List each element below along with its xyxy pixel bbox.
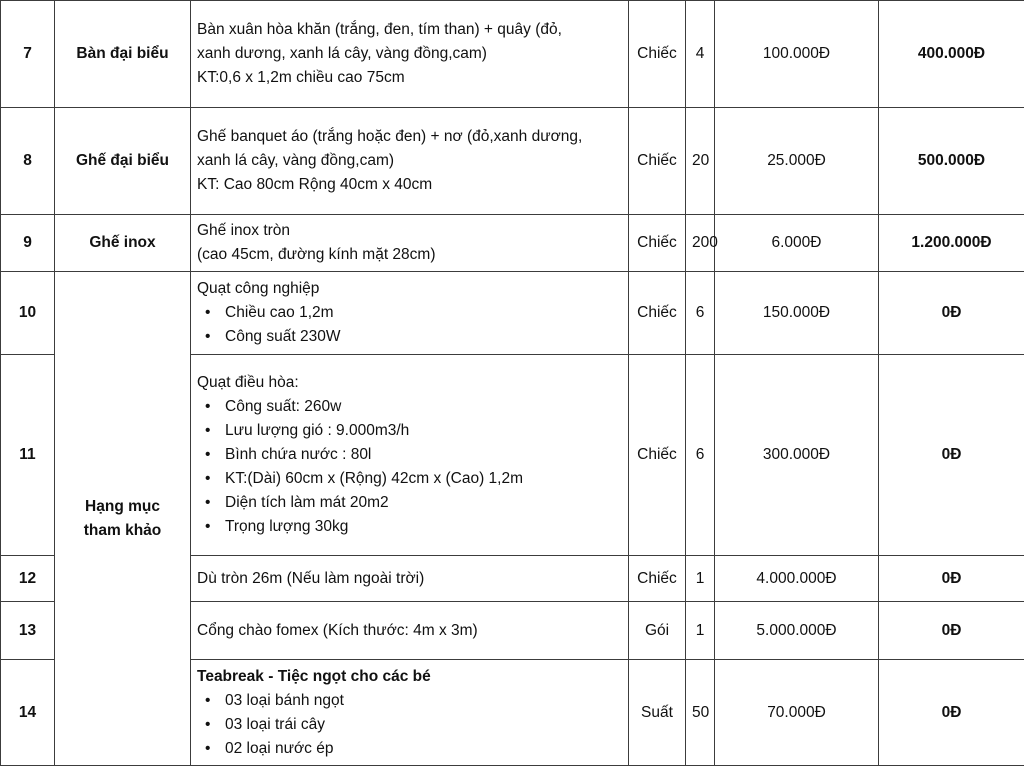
row-number: 13 [1, 602, 55, 660]
description-line: Ghế inox tròn [197, 219, 622, 243]
line-total: 0Đ [879, 272, 1024, 355]
bullet-icon: • [205, 325, 225, 349]
description-line: xanh lá cây, vàng đồng,cam) [197, 149, 622, 173]
row-number: 14 [1, 660, 55, 766]
item-description [191, 108, 629, 215]
unit-price: 4.000.000Đ [715, 556, 879, 602]
quantity: 50 [686, 660, 715, 766]
bullet-item [197, 301, 622, 325]
quantity: 4 [686, 1, 715, 108]
bullet-item [197, 395, 622, 419]
quantity: 6 [686, 272, 715, 355]
unit: Chiếc [629, 215, 686, 272]
unit: Gói [629, 602, 686, 660]
unit: Chiếc [629, 108, 686, 215]
line-total: 0Đ [879, 660, 1024, 766]
bullet-icon: • [205, 737, 225, 761]
description-line: KT: Cao 80cm Rộng 40cm x 40cm [197, 173, 622, 197]
bullet-item [197, 443, 622, 467]
group-label [55, 272, 191, 766]
quantity: 1 [686, 556, 715, 602]
item-name: Bàn đại biểu [55, 1, 191, 108]
bullet-icon: • [205, 713, 225, 737]
description-line: xanh dương, xanh lá cây, vàng đồng,cam) [197, 42, 622, 66]
unit: Suất [629, 660, 686, 766]
item-description [191, 1, 629, 108]
bullet-icon: • [205, 491, 225, 515]
description-line: Bàn xuân hòa khăn (trắng, đen, tím than) + quây (đỏ, [197, 18, 622, 42]
unit: Chiếc [629, 272, 686, 355]
bullet-icon: • [205, 467, 225, 491]
bullet-text: Chiều cao 1,2m [225, 304, 334, 321]
description-line: Cổng chào fomex (Kích thước: 4m x 3m) [197, 619, 622, 643]
bullet-text: Trọng lượng 30kg [225, 518, 348, 535]
description-title: Quạt điều hòa: [197, 371, 622, 395]
description-line: Ghế banquet áo (trắng hoặc đen) + nơ (đỏ,xanh dương, [197, 125, 622, 149]
row-number: 11 [1, 355, 55, 556]
table-row [1, 215, 1024, 272]
description-line: (cao 45cm, đường kính mặt 28cm) [197, 243, 622, 267]
line-total: 400.000Đ [879, 1, 1024, 108]
bullet-text: 03 loại trái cây [225, 716, 325, 733]
table-row [1, 108, 1024, 215]
bullet-text: Bình chứa nước : 80l [225, 446, 371, 463]
bullet-icon: • [205, 395, 225, 419]
bullet-text: Công suất: 260w [225, 398, 341, 415]
group-label-line: tham khảo [61, 519, 184, 543]
bullet-icon: • [205, 301, 225, 325]
bullet-icon: • [205, 443, 225, 467]
table-row [1, 1, 1024, 108]
item-description [191, 215, 629, 272]
row-number: 8 [1, 108, 55, 215]
item-description [191, 602, 629, 660]
bullet-text: 03 loại bánh ngọt [225, 692, 344, 709]
line-total: 0Đ [879, 355, 1024, 556]
item-name: Ghế inox [55, 215, 191, 272]
item-description [191, 556, 629, 602]
line-total: 0Đ [879, 602, 1024, 660]
quantity: 200 [686, 215, 715, 272]
bullet-item [197, 325, 622, 349]
unit: Chiếc [629, 556, 686, 602]
bullet-icon: • [205, 515, 225, 539]
unit-price: 25.000Đ [715, 108, 879, 215]
bullet-icon: • [205, 419, 225, 443]
unit-price: 150.000Đ [715, 272, 879, 355]
item-description [191, 660, 629, 766]
row-number: 7 [1, 1, 55, 108]
bullet-item [197, 515, 622, 539]
bullet-text: 02 loại nước ép [225, 740, 333, 757]
line-total: 1.200.000Đ [879, 215, 1024, 272]
quantity: 6 [686, 355, 715, 556]
item-name: Ghế đại biểu [55, 108, 191, 215]
bullet-text: KT:(Dài) 60cm x (Rộng) 42cm x (Cao) 1,2m [225, 470, 523, 487]
unit-price: 70.000Đ [715, 660, 879, 766]
line-total: 0Đ [879, 556, 1024, 602]
item-description [191, 355, 629, 556]
bullet-item [197, 419, 622, 443]
table-row [1, 272, 1024, 355]
unit-price: 5.000.000Đ [715, 602, 879, 660]
row-number: 12 [1, 556, 55, 602]
description-line: Dù tròn 26m (Nếu làm ngoài trời) [197, 567, 622, 591]
quantity: 1 [686, 602, 715, 660]
row-number: 9 [1, 215, 55, 272]
unit-price: 100.000Đ [715, 1, 879, 108]
unit-price: 300.000Đ [715, 355, 879, 556]
group-label-line: Hạng mục [61, 495, 184, 519]
unit: Chiếc [629, 355, 686, 556]
quantity: 20 [686, 108, 715, 215]
bullet-item [197, 491, 622, 515]
description-title: Teabreak - Tiệc ngọt cho các bé [197, 665, 622, 689]
bullet-item [197, 737, 622, 761]
line-total: 500.000Đ [879, 108, 1024, 215]
description-line: KT:0,6 x 1,2m chiều cao 75cm [197, 66, 622, 90]
unit-price: 6.000Đ [715, 215, 879, 272]
item-description [191, 272, 629, 355]
description-title: Quạt công nghiệp [197, 277, 622, 301]
bullet-text: Lưu lượng gió : 9.000m3/h [225, 422, 409, 439]
bullet-icon: • [205, 689, 225, 713]
bullet-item [197, 713, 622, 737]
bullet-item [197, 467, 622, 491]
bullet-text: Công suất 230W [225, 328, 340, 345]
bullet-item [197, 689, 622, 713]
unit: Chiếc [629, 1, 686, 108]
bullet-text: Diện tích làm mát 20m2 [225, 494, 389, 511]
row-number: 10 [1, 272, 55, 355]
